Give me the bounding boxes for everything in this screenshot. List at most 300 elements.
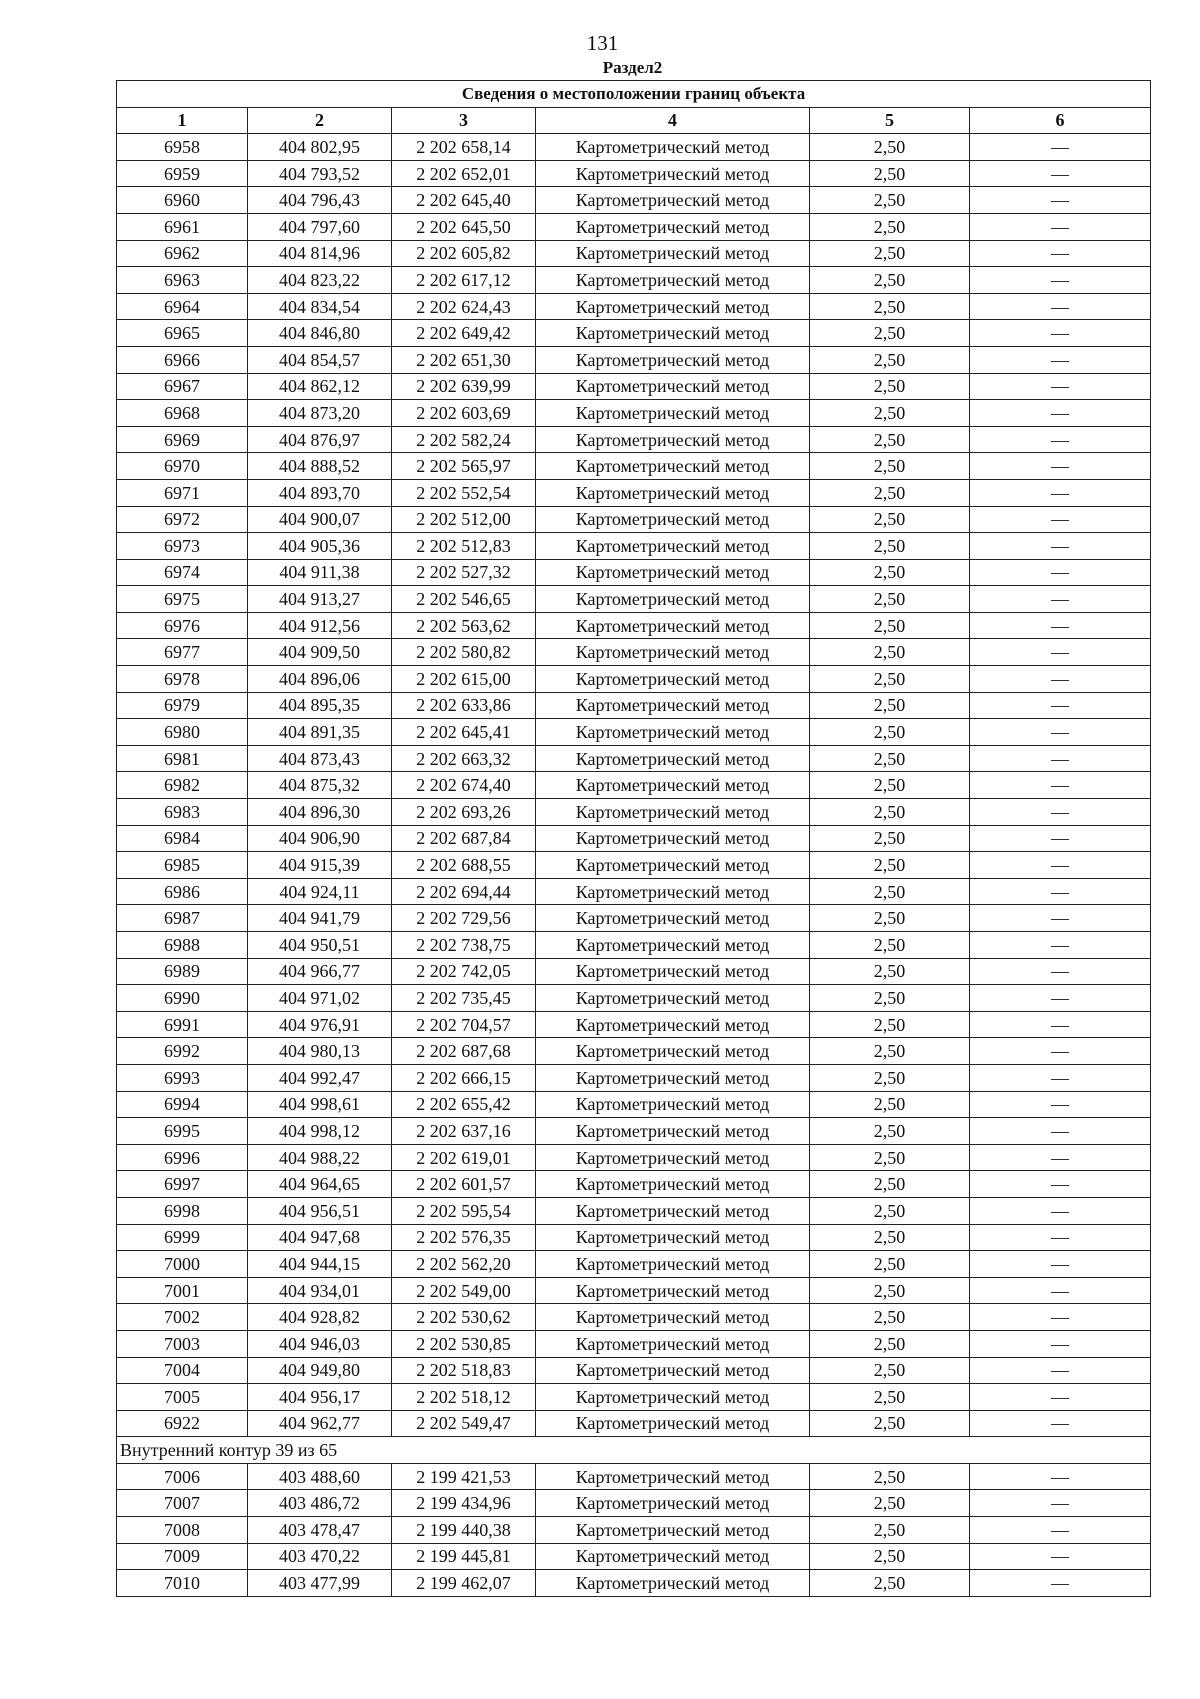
table-cell-col-6: — — [970, 1304, 1151, 1331]
table-cell-col-3: 2 202 595,54 — [392, 1197, 536, 1224]
table-row — [117, 1118, 1151, 1145]
table-row — [117, 267, 1151, 294]
table-row — [117, 1357, 1151, 1384]
table-cell-col-4: Картометрический метод — [536, 453, 810, 480]
page-number: 131 — [586, 31, 619, 55]
table-cell-col-2: 404 854,57 — [248, 346, 392, 373]
table-cell-col-1: 6999 — [117, 1224, 248, 1251]
table-row — [117, 1197, 1151, 1224]
table-cell-col-3: 2 202 742,05 — [392, 958, 536, 985]
table-cell-col-6: — — [970, 586, 1151, 613]
table-row — [117, 799, 1151, 826]
table-cell-col-5: 2,50 — [810, 719, 970, 746]
table-cell-col-6: — — [970, 267, 1151, 294]
table-cell-col-6: — — [970, 1463, 1151, 1490]
table-cell-col-2: 404 949,80 — [248, 1357, 392, 1384]
table-cell-col-5: 2,50 — [810, 799, 970, 826]
table-cell-col-3: 2 199 445,81 — [392, 1543, 536, 1570]
table-cell-col-2: 404 934,01 — [248, 1277, 392, 1304]
table-cell-col-3: 2 202 645,41 — [392, 719, 536, 746]
table-cell-col-6: — — [970, 559, 1151, 586]
table-cell-col-4: Картометрический метод — [536, 1171, 810, 1198]
table-cell-col-5: 2,50 — [810, 1197, 970, 1224]
table-row — [117, 1570, 1151, 1597]
contour-row — [117, 1437, 1151, 1464]
table-cell-col-3: 2 199 440,38 — [392, 1517, 536, 1544]
table-cell-col-3: 2 202 527,32 — [392, 559, 536, 586]
table-cell-col-5: 2,50 — [810, 1410, 970, 1437]
table-cell-col-3: 2 202 549,47 — [392, 1410, 536, 1437]
table-cell-col-5: 2,50 — [810, 985, 970, 1012]
table-row — [117, 745, 1151, 772]
table-cell-col-5: 2,50 — [810, 825, 970, 852]
table-cell-col-6: — — [970, 825, 1151, 852]
table-cell-col-6: — — [970, 1224, 1151, 1251]
table-cell-col-3: 2 202 546,65 — [392, 586, 536, 613]
table-cell-col-4: Картометрический метод — [536, 1038, 810, 1065]
table-cell-col-2: 404 992,47 — [248, 1064, 392, 1091]
table-cell-col-4: Картометрический метод — [536, 1144, 810, 1171]
table-cell-col-4: Картометрический метод — [536, 506, 810, 533]
table-row — [117, 559, 1151, 586]
table-body-inner — [117, 1463, 1151, 1596]
table-cell-col-4: Картометрический метод — [536, 1251, 810, 1278]
table-cell-col-6: — — [970, 852, 1151, 879]
table-cell-col-6: — — [970, 346, 1151, 373]
table-cell-col-2: 404 956,17 — [248, 1384, 392, 1411]
table-cell-col-6: — — [970, 453, 1151, 480]
table-cell-col-4: Картометрический метод — [536, 1410, 810, 1437]
table-cell-col-1: 6985 — [117, 852, 248, 879]
table-cell-col-3: 2 202 649,42 — [392, 320, 536, 347]
table-cell-col-5: 2,50 — [810, 1064, 970, 1091]
table-cell-col-5: 2,50 — [810, 479, 970, 506]
table-cell-col-5: 2,50 — [810, 639, 970, 666]
table-cell-col-5: 2,50 — [810, 666, 970, 693]
table-row — [117, 1224, 1151, 1251]
table-cell-col-2: 404 998,12 — [248, 1118, 392, 1145]
table-cell-col-3: 2 202 637,16 — [392, 1118, 536, 1145]
table-cell-col-3: 2 202 693,26 — [392, 799, 536, 826]
table-cell-col-6: — — [970, 1091, 1151, 1118]
table-cell-col-2: 404 891,35 — [248, 719, 392, 746]
table-cell-col-4: Картометрический метод — [536, 1384, 810, 1411]
table-body-outer — [117, 134, 1151, 1437]
table-row — [117, 426, 1151, 453]
table-cell-col-1: 6993 — [117, 1064, 248, 1091]
table-cell-col-1: 7003 — [117, 1330, 248, 1357]
table-cell-col-6: — — [970, 1038, 1151, 1065]
table-cell-col-4: Картометрический метод — [536, 1304, 810, 1331]
table-cell-col-3: 2 202 729,56 — [392, 905, 536, 932]
table-cell-col-3: 2 202 658,14 — [392, 134, 536, 161]
table-cell-col-5: 2,50 — [810, 293, 970, 320]
table-cell-col-3: 2 202 562,20 — [392, 1251, 536, 1278]
table-cell-col-5: 2,50 — [810, 1277, 970, 1304]
table-cell-col-2: 403 486,72 — [248, 1490, 392, 1517]
table-row — [117, 905, 1151, 932]
table-cell-col-3: 2 202 738,75 — [392, 932, 536, 959]
table-cell-col-6: — — [970, 1064, 1151, 1091]
table-cell-col-4: Картометрический метод — [536, 320, 810, 347]
table-row — [117, 1463, 1151, 1490]
table-cell-col-6: — — [970, 1144, 1151, 1171]
table-cell-col-2: 404 814,96 — [248, 240, 392, 267]
table-cell-col-5: 2,50 — [810, 373, 970, 400]
table-cell-col-4: Картометрический метод — [536, 1197, 810, 1224]
table-cell-col-1: 7008 — [117, 1517, 248, 1544]
column-header-3: 3 — [392, 107, 536, 134]
table-cell-col-2: 404 793,52 — [248, 160, 392, 187]
table-cell-col-3: 2 202 694,44 — [392, 878, 536, 905]
table-row — [117, 1384, 1151, 1411]
table-cell-col-5: 2,50 — [810, 1330, 970, 1357]
table-cell-col-1: 7002 — [117, 1304, 248, 1331]
table-row — [117, 400, 1151, 427]
table-cell-col-2: 404 971,02 — [248, 985, 392, 1012]
table-cell-col-5: 2,50 — [810, 1011, 970, 1038]
table-cell-col-6: — — [970, 772, 1151, 799]
table-cell-col-5: 2,50 — [810, 213, 970, 240]
table-cell-col-1: 6971 — [117, 479, 248, 506]
table-cell-col-6: — — [970, 187, 1151, 214]
table-cell-col-3: 2 202 652,01 — [392, 160, 536, 187]
table-cell-col-2: 404 998,61 — [248, 1091, 392, 1118]
table-cell-col-2: 404 896,30 — [248, 799, 392, 826]
table-row — [117, 1171, 1151, 1198]
table-row — [117, 453, 1151, 480]
table-cell-col-4: Картометрический метод — [536, 1064, 810, 1091]
table-cell-col-4: Картометрический метод — [536, 1463, 810, 1490]
table-cell-col-2: 404 944,15 — [248, 1251, 392, 1278]
table-cell-col-6: — — [970, 373, 1151, 400]
table-cell-col-6: — — [970, 1011, 1151, 1038]
table-cell-col-6: — — [970, 1277, 1151, 1304]
table-cell-col-3: 2 202 687,68 — [392, 1038, 536, 1065]
table-cell-col-1: 6980 — [117, 719, 248, 746]
column-header-4: 4 — [536, 107, 810, 134]
table-cell-col-3: 2 202 512,00 — [392, 506, 536, 533]
table-cell-col-1: 6983 — [117, 799, 248, 826]
table-cell-col-2: 403 470,22 — [248, 1543, 392, 1570]
table-cell-col-6: — — [970, 612, 1151, 639]
table-row — [117, 1330, 1151, 1357]
table-cell-col-5: 2,50 — [810, 426, 970, 453]
table-cell-col-3: 2 202 518,12 — [392, 1384, 536, 1411]
table-cell-col-3: 2 199 462,07 — [392, 1570, 536, 1597]
table-cell-col-1: 6962 — [117, 240, 248, 267]
table-row — [117, 533, 1151, 560]
table-cell-col-4: Картометрический метод — [536, 639, 810, 666]
table-cell-col-1: 6922 — [117, 1410, 248, 1437]
table-cell-col-5: 2,50 — [810, 1251, 970, 1278]
table-cell-col-5: 2,50 — [810, 1224, 970, 1251]
table-cell-col-1: 6966 — [117, 346, 248, 373]
table-row — [117, 1251, 1151, 1278]
table-cell-col-3: 2 202 552,54 — [392, 479, 536, 506]
table-row — [117, 1543, 1151, 1570]
table-cell-col-2: 404 956,51 — [248, 1197, 392, 1224]
table-row — [117, 134, 1151, 161]
table-cell-col-4: Картометрический метод — [536, 825, 810, 852]
table-cell-col-2: 404 905,36 — [248, 533, 392, 560]
table-cell-col-5: 2,50 — [810, 134, 970, 161]
table-cell-col-2: 404 941,79 — [248, 905, 392, 932]
table-cell-col-2: 404 893,70 — [248, 479, 392, 506]
table-row — [117, 293, 1151, 320]
table-row — [117, 187, 1151, 214]
table-cell-col-6: — — [970, 160, 1151, 187]
table-cell-col-2: 404 873,20 — [248, 400, 392, 427]
table-cell-col-6: — — [970, 1171, 1151, 1198]
table-cell-col-4: Картометрический метод — [536, 267, 810, 294]
table-cell-col-4: Картометрический метод — [536, 799, 810, 826]
table-row — [117, 1304, 1151, 1331]
table-cell-col-2: 404 906,90 — [248, 825, 392, 852]
table-cell-col-4: Картометрический метод — [536, 134, 810, 161]
table-cell-col-6: — — [970, 1517, 1151, 1544]
table-cell-col-4: Картометрический метод — [536, 426, 810, 453]
table-cell-col-1: 6989 — [117, 958, 248, 985]
table-cell-col-1: 7006 — [117, 1463, 248, 1490]
table-cell-col-1: 6976 — [117, 612, 248, 639]
table-cell-col-4: Картометрический метод — [536, 1277, 810, 1304]
column-header-2: 2 — [248, 107, 392, 134]
table-cell-col-4: Картометрический метод — [536, 1490, 810, 1517]
table-cell-col-4: Картометрический метод — [536, 187, 810, 214]
table-row — [117, 1490, 1151, 1517]
table-cell-col-4: Картометрический метод — [536, 293, 810, 320]
table-cell-col-2: 404 950,51 — [248, 932, 392, 959]
table-cell-col-5: 2,50 — [810, 1570, 970, 1597]
table-cell-col-4: Картометрический метод — [536, 878, 810, 905]
table-cell-col-5: 2,50 — [810, 267, 970, 294]
table-body-contour — [117, 1437, 1151, 1464]
table-cell-col-3: 2 202 582,24 — [392, 426, 536, 453]
table-cell-col-4: Картометрический метод — [536, 240, 810, 267]
table-cell-col-5: 2,50 — [810, 346, 970, 373]
table-cell-col-6: — — [970, 1490, 1151, 1517]
table-cell-col-6: — — [970, 400, 1151, 427]
table-cell-col-1: 7000 — [117, 1251, 248, 1278]
table-cell-col-2: 404 895,35 — [248, 692, 392, 719]
table-cell-col-3: 2 202 624,43 — [392, 293, 536, 320]
table-row — [117, 878, 1151, 905]
boundary-coordinates-table — [116, 80, 1151, 1597]
table-cell-col-2: 404 911,38 — [248, 559, 392, 586]
table-cell-col-1: 6994 — [117, 1091, 248, 1118]
table-cell-col-4: Картометрический метод — [536, 586, 810, 613]
table-cell-col-1: 6998 — [117, 1197, 248, 1224]
table-cell-col-5: 2,50 — [810, 1384, 970, 1411]
table-row — [117, 612, 1151, 639]
table-cell-col-2: 404 834,54 — [248, 293, 392, 320]
table-cell-col-5: 2,50 — [810, 1517, 970, 1544]
table-row — [117, 506, 1151, 533]
table-cell-col-3: 2 202 580,82 — [392, 639, 536, 666]
table-cell-col-6: — — [970, 799, 1151, 826]
table-cell-col-4: Картометрический метод — [536, 160, 810, 187]
table-cell-col-4: Картометрический метод — [536, 1357, 810, 1384]
table-cell-col-2: 404 946,03 — [248, 1330, 392, 1357]
table-cell-col-1: 6987 — [117, 905, 248, 932]
table-row — [117, 852, 1151, 879]
table-cell-col-3: 2 202 563,62 — [392, 612, 536, 639]
table-cell-col-6: — — [970, 1251, 1151, 1278]
table-cell-col-6: — — [970, 1330, 1151, 1357]
table-cell-col-1: 6991 — [117, 1011, 248, 1038]
table-cell-col-2: 404 900,07 — [248, 506, 392, 533]
table-cell-col-5: 2,50 — [810, 1091, 970, 1118]
table-cell-col-6: — — [970, 666, 1151, 693]
table-cell-col-4: Картометрический метод — [536, 400, 810, 427]
table-cell-col-4: Картометрический метод — [536, 1224, 810, 1251]
table-row — [117, 346, 1151, 373]
table-cell-col-2: 404 947,68 — [248, 1224, 392, 1251]
table-cell-col-3: 2 202 605,82 — [392, 240, 536, 267]
table-cell-col-5: 2,50 — [810, 1144, 970, 1171]
table-cell-col-1: 6984 — [117, 825, 248, 852]
table-cell-col-1: 6978 — [117, 666, 248, 693]
table-cell-col-2: 404 924,11 — [248, 878, 392, 905]
table-cell-col-6: — — [970, 533, 1151, 560]
section-label: Раздел2 — [602, 58, 663, 77]
table-cell-col-5: 2,50 — [810, 586, 970, 613]
table-cell-col-2: 404 980,13 — [248, 1038, 392, 1065]
table-cell-col-1: 6968 — [117, 400, 248, 427]
table-row — [117, 1410, 1151, 1437]
table-cell-col-6: — — [970, 293, 1151, 320]
table-cell-col-5: 2,50 — [810, 320, 970, 347]
table-cell-col-1: 6988 — [117, 932, 248, 959]
table-cell-col-3: 2 199 434,96 — [392, 1490, 536, 1517]
table-cell-col-5: 2,50 — [810, 1357, 970, 1384]
table-cell-col-4: Картометрический метод — [536, 559, 810, 586]
table-cell-col-4: Картометрический метод — [536, 745, 810, 772]
table-row — [117, 666, 1151, 693]
table-cell-col-3: 2 202 651,30 — [392, 346, 536, 373]
table-cell-col-2: 404 962,77 — [248, 1410, 392, 1437]
table-cell-col-1: 6992 — [117, 1038, 248, 1065]
table-cell-col-1: 7004 — [117, 1357, 248, 1384]
table-cell-col-5: 2,50 — [810, 559, 970, 586]
table-cell-col-5: 2,50 — [810, 1543, 970, 1570]
table-cell-col-4: Картометрический метод — [536, 612, 810, 639]
table-cell-col-1: 6997 — [117, 1171, 248, 1198]
table-cell-col-6: — — [970, 320, 1151, 347]
table-row — [117, 1064, 1151, 1091]
table-cell-col-4: Картометрический метод — [536, 932, 810, 959]
table-cell-col-2: 404 823,22 — [248, 267, 392, 294]
table-cell-col-6: — — [970, 932, 1151, 959]
table-cell-col-2: 404 796,43 — [248, 187, 392, 214]
table-cell-col-3: 2 202 735,45 — [392, 985, 536, 1012]
table-cell-col-5: 2,50 — [810, 400, 970, 427]
table-row — [117, 1011, 1151, 1038]
table-cell-col-4: Картометрический метод — [536, 1570, 810, 1597]
table-cell-col-3: 2 202 688,55 — [392, 852, 536, 879]
table-cell-col-3: 2 199 421,53 — [392, 1463, 536, 1490]
table-cell-col-1: 7009 — [117, 1543, 248, 1570]
table-cell-col-4: Картометрический метод — [536, 852, 810, 879]
table-cell-col-2: 404 928,82 — [248, 1304, 392, 1331]
table-cell-col-4: Картометрический метод — [536, 719, 810, 746]
table-row — [117, 1517, 1151, 1544]
table-cell-col-4: Картометрический метод — [536, 1091, 810, 1118]
table-cell-col-6: — — [970, 985, 1151, 1012]
table-cell-col-2: 404 875,32 — [248, 772, 392, 799]
table-cell-col-6: — — [970, 905, 1151, 932]
table-cell-col-5: 2,50 — [810, 958, 970, 985]
table-row — [117, 479, 1151, 506]
table-cell-col-5: 2,50 — [810, 1118, 970, 1145]
table-cell-col-2: 403 478,47 — [248, 1517, 392, 1544]
table-cell-col-3: 2 202 633,86 — [392, 692, 536, 719]
table-cell-col-1: 6982 — [117, 772, 248, 799]
table-cell-col-6: — — [970, 1357, 1151, 1384]
table-row — [117, 692, 1151, 719]
table-cell-col-4: Картометрический метод — [536, 666, 810, 693]
table-cell-col-5: 2,50 — [810, 1038, 970, 1065]
table-row — [117, 213, 1151, 240]
table-cell-col-1: 6963 — [117, 267, 248, 294]
table-cell-col-4: Картометрический метод — [536, 905, 810, 932]
table-cell-col-1: 6974 — [117, 559, 248, 586]
table-cell-col-1: 6972 — [117, 506, 248, 533]
column-header-1: 1 — [117, 107, 248, 134]
table-cell-col-3: 2 202 603,69 — [392, 400, 536, 427]
table-cell-col-6: — — [970, 1118, 1151, 1145]
table-cell-col-4: Картометрический метод — [536, 479, 810, 506]
table-cell-col-3: 2 202 615,00 — [392, 666, 536, 693]
table-row — [117, 932, 1151, 959]
table-cell-col-2: 404 909,50 — [248, 639, 392, 666]
table-cell-col-3: 2 202 576,35 — [392, 1224, 536, 1251]
table-cell-col-5: 2,50 — [810, 187, 970, 214]
table-cell-col-1: 7001 — [117, 1277, 248, 1304]
table-cell-col-3: 2 202 565,97 — [392, 453, 536, 480]
table-row — [117, 1091, 1151, 1118]
table-cell-col-1: 7010 — [117, 1570, 248, 1597]
table-caption-row — [117, 81, 1151, 108]
table-cell-col-6: — — [970, 1197, 1151, 1224]
table-cell-col-1: 7005 — [117, 1384, 248, 1411]
table-cell-col-4: Картометрический метод — [536, 1543, 810, 1570]
table-caption: Сведения о местоположении границ объекта — [117, 81, 1151, 108]
table-row — [117, 639, 1151, 666]
table-cell-col-2: 404 873,43 — [248, 745, 392, 772]
table-cell-col-1: 6977 — [117, 639, 248, 666]
table-cell-col-2: 404 896,06 — [248, 666, 392, 693]
table-cell-col-1: 6960 — [117, 187, 248, 214]
table-cell-col-2: 404 912,56 — [248, 612, 392, 639]
table-cell-col-4: Картометрический метод — [536, 985, 810, 1012]
table-cell-col-4: Картометрический метод — [536, 373, 810, 400]
table-cell-col-1: 6958 — [117, 134, 248, 161]
contour-label: Внутренний контур 39 из 65 — [117, 1437, 1151, 1464]
table-cell-col-5: 2,50 — [810, 692, 970, 719]
table-cell-col-1: 6970 — [117, 453, 248, 480]
table-cell-col-3: 2 202 655,42 — [392, 1091, 536, 1118]
table-row — [117, 985, 1151, 1012]
table-cell-col-3: 2 202 645,50 — [392, 213, 536, 240]
table-cell-col-6: — — [970, 958, 1151, 985]
table-cell-col-3: 2 202 619,01 — [392, 1144, 536, 1171]
table-cell-col-1: 6969 — [117, 426, 248, 453]
table-cell-col-5: 2,50 — [810, 1304, 970, 1331]
column-header-6: 6 — [970, 107, 1151, 134]
table-cell-col-2: 404 913,27 — [248, 586, 392, 613]
